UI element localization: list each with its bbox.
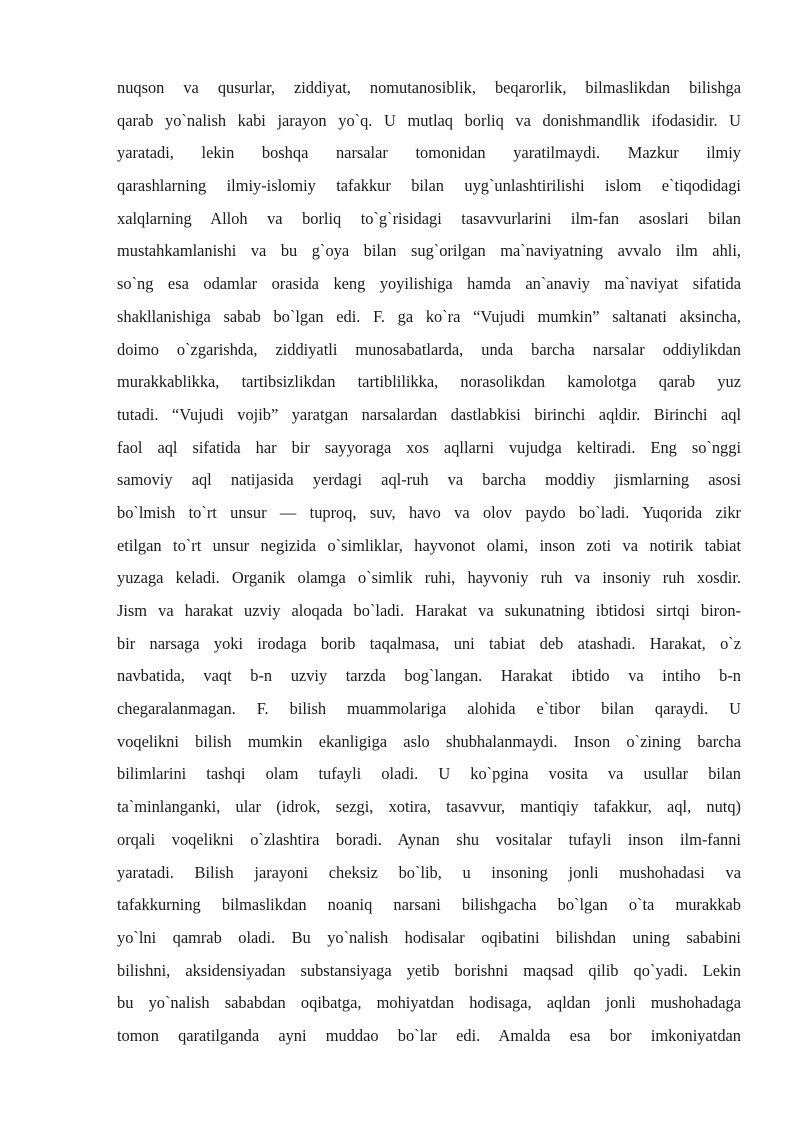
text-line: bo`lmish to`rt unsur — tuproq, suv, havo va olov paydo bo`ladi. Yuqorida zikr: [117, 502, 741, 522]
text-line: orqali voqelikni o`zlashtira boradi. Aynan shu vositalar tufayli inson ilm-fanni: [117, 829, 741, 849]
body-text: [117, 72, 741, 1053]
text-line: mustahkamlanishi va bu g`oya bilan sug`orilgan ma`naviyatning avvalo ilm ahli,: [117, 241, 741, 261]
text-line: tafakkurning bilmaslikdan noaniq narsani bilishgacha bo`lgan o`ta murakkab: [117, 895, 741, 915]
text-line: yaratadi. Bilish jarayoni cheksiz bo`lib, u insoning jonli mushohadasi va: [117, 862, 741, 882]
text-line: shakllanishiga sabab bo`lgan edi. F. ga ko`ra “Vujudi mumkin” saltanati aksincha,: [117, 306, 741, 326]
text-line: tutadi. “Vujudi vojib” yaratgan narsalardan dastlabkisi birinchi aqldir. Birinchi aql: [117, 404, 741, 424]
text-line: yaratadi, lekin boshqa narsalar tomonidan yaratilmaydi. Mazkur ilmiy: [117, 143, 741, 163]
text-line: chegaralanmagan. F. bilish muammolariga alohida e`tibor bilan qaraydi. U: [117, 699, 741, 719]
text-line: xalqlarning Alloh va borliq to`g`risidagi tasavvurlarini ilm-fan asoslari bilan: [117, 208, 741, 228]
text-line: navbatida, vaqt b-n uzviy tarzda bog`langan. Harakat ibtido va intiho b-n: [117, 666, 741, 686]
text-line: yuzaga keladi. Organik olamga o`simlik ruhi, hayvoniy ruh va insoniy ruh xosdir.: [117, 568, 741, 588]
text-line: bu yo`nalish sababdan oqibatga, mohiyatdan hodisaga, aqldan jonli mushohadaga: [117, 993, 741, 1013]
text-line: ta`minlanganki, ular (idrok, sezgi, xotira, tasavvur, mantiqiy tafakkur, aql, nutq): [117, 797, 741, 817]
text-line: qarab yo`nalish kabi jarayon yo`q. U mutlaq borliq va donishmandlik ifodasidir. U: [117, 110, 741, 130]
text-line: yo`lni qamrab oladi. Bu yo`nalish hodisalar oqibatini bilishdan uning sababini: [117, 927, 741, 947]
text-line: qarashlarning ilmiy-islomiy tafakkur bilan uyg`unlashtirilishi islom e`tiqodidagi: [117, 176, 741, 196]
text-line: faol aql sifatida har bir sayyoraga xos aqllarni vujudga keltiradi. Eng so`nggi: [117, 437, 741, 457]
text-line: etilgan to`rt unsur negizida o`simliklar, hayvonot olami, inson zoti va notirik tabiat: [117, 535, 741, 555]
text-line: bir narsaga yoki irodaga borib taqalmasa, uni tabiat deb atashadi. Harakat, o`z: [117, 633, 741, 653]
text-line: Jism va harakat uzviy aloqada bo`ladi. Harakat va sukunatning ibtidosi sirtqi biron-: [117, 601, 741, 620]
text-line: nuqson va qusurlar, ziddiyat, nomutanosiblik, beqarorlik, bilmaslikdan bilishga: [117, 78, 741, 97]
text-line: so`ng esa odamlar orasida keng yoyilishiga hamda an`anaviy ma`naviyat sifatida: [117, 274, 741, 294]
text-line: bilishni, aksidensiyadan substansiyaga yetib borishni maqsad qilib qo`yadi. Lekin: [117, 960, 741, 980]
text-line: samoviy aql natijasida yerdagi aql-ruh va barcha moddiy jismlarning asosi: [117, 470, 741, 490]
text-line: bilimlarini tashqi olam tufayli oladi. U ko`pgina vosita va usullar bilan: [117, 764, 741, 784]
text-line: doimo o`zgarishda, ziddiyatli munosabatlarda, unda barcha narsalar oddiylikdan: [117, 339, 741, 359]
text-line: tomon qaratilganda ayni muddao bo`lar edi. Amalda esa bor imkoniyatdan: [117, 1025, 741, 1045]
text-line: murakkablikka, tartibsizlikdan tartiblilikka, norasolikdan kamolotga qarab yuz: [117, 372, 741, 392]
text-line: voqelikni bilish mumkin ekanligiga aslo shubhalanmaydi. Inson o`zining barcha: [117, 731, 741, 751]
